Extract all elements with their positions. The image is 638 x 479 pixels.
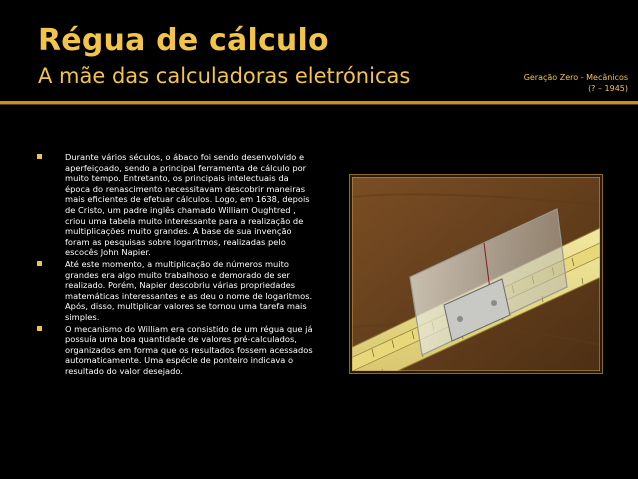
bullet-text: O mecanismo do William era consistido de um régua que já possuía uma boa quantidade de valores pré-calculados, organizados em forma que os resultados fossem acessados automaticamente. Uma espécie de ponteiro indicava o resultado do valor desejado. (65, 323, 313, 376)
bullet-text: Durante vários séculos, o ábaco foi sendo desenvolvido e aperfeiçoado, sendo a principal ferramenta de cálculo por muito tempo. Entretanto, os principais intelectuais da época do renascimento necessitavam descobrir maneiras mais eficientes de efetuar cálculos. Logo, em 1638, depois de Cristo, um padre inglês chamado William Oughtred , criou uma tabela muito interessante para a realização de multiplicações muito grandes. A base de sua invenção foram as pesquisas sobre logaritmos, realizadas pelo escocês John Napier. (65, 152, 310, 258)
bullet-item (37, 152, 315, 258)
era-note-line-2: (? – 1945) (588, 84, 628, 93)
bullet-list (37, 152, 315, 377)
bullet-item (37, 324, 315, 377)
bullet-square-icon (37, 326, 42, 331)
slide-rule-photo (350, 175, 602, 373)
slide-title: Régua de cálculo (38, 23, 329, 58)
bullet-item (37, 259, 315, 323)
era-note (478, 72, 628, 94)
title-divider-shadow (0, 104, 638, 105)
era-note-line-1: Geração Zero - Mecânicos (523, 73, 628, 82)
bullet-text: Até este momento, a multiplicação de números muito grandes era algo muito trabalhoso e demorado de ser realizado. Porém, Napier descobriu várias propriedades matemáticas interessantes e as deu o nome de logaritmos. Após, disso, multiplicar valores se tornou uma tarefa mais simples. (65, 258, 313, 322)
bullet-square-icon (37, 154, 42, 159)
slide-rule-illustration (352, 177, 600, 371)
bullet-square-icon (37, 261, 42, 266)
slide-subtitle: A mãe das calculadoras eletrónicas (38, 64, 411, 88)
